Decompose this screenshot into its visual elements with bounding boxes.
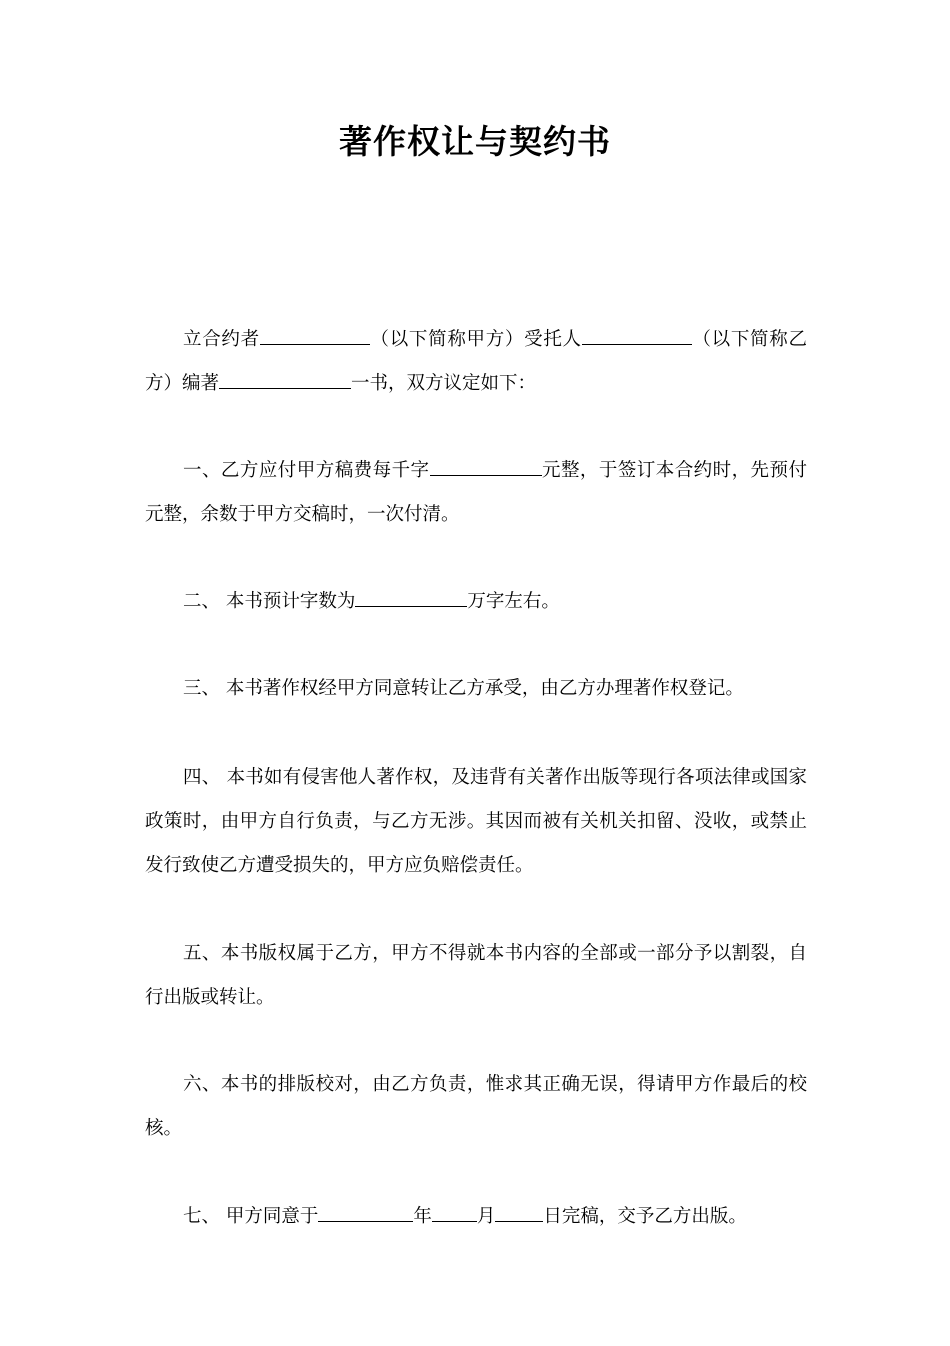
party-a-blank (260, 330, 370, 345)
clause-1 (145, 449, 807, 537)
intro-text-2: （以下简称甲方）受托人 (369, 329, 582, 350)
month-blank (432, 1207, 477, 1222)
day-blank (495, 1207, 543, 1222)
clause-3-text: 三、 本书著作权经甲方同意转让乙方承受，由乙方办理著作权登记。 (183, 678, 744, 699)
year-blank (318, 1207, 413, 1222)
clause-7-text-4: 日完稿，交予乙方出版。 (543, 1206, 747, 1227)
clause-2-text-1: 二、 本书预计字数为 (183, 591, 356, 612)
fee-per-thousand-blank (430, 461, 542, 476)
word-count-blank (355, 592, 467, 607)
clause-6 (145, 1063, 807, 1151)
clause-2 (145, 580, 807, 624)
clause-1-text-2: 元整，于签订本合约时，先预付元整，余数于甲方交稿时，一次付清。 (145, 460, 807, 525)
clause-6-text: 六、本书的排版校对，由乙方负责，惟求其正确无误，得请甲方作最后的校核。 (145, 1074, 807, 1139)
clause-7-text-1: 七、 甲方同意于 (183, 1206, 319, 1227)
clause-4 (145, 756, 807, 888)
clause-5-text: 五、本书版权属于乙方，甲方不得就本书内容的全部或一部分予以割裂，自行出版或转让。 (145, 943, 807, 1008)
clause-7-text-2: 年 (413, 1206, 432, 1227)
intro-text-3: （以下简称乙方）编著 (145, 329, 807, 394)
clause-2-text-2: 万字左右。 (467, 591, 560, 612)
page-title: 著作权让与契约书 (339, 122, 611, 161)
intro-text-1: 立合约者 (183, 329, 260, 350)
clause-3 (145, 667, 807, 711)
clause-7 (145, 1195, 807, 1239)
intro-text-4: 一书，双方议定如下： (351, 373, 537, 394)
clause-7-text-3: 月 (476, 1206, 496, 1227)
book-title-blank (219, 374, 351, 389)
clause-4-text: 四、 本书如有侵害他人著作权，及违背有关著作出版等现行各项法律或国家政策时，由甲方自行负责，与乙方无涉。其因而被有关机关扣留、没收，或禁止发行致使乙方遭受损失的，甲方应负赔偿责任。 (145, 767, 807, 876)
clause-5 (145, 932, 807, 1020)
clause-1-text-1: 一、乙方应付甲方稿费每千字 (183, 460, 430, 481)
intro-paragraph (145, 318, 807, 406)
party-b-blank (582, 330, 692, 345)
